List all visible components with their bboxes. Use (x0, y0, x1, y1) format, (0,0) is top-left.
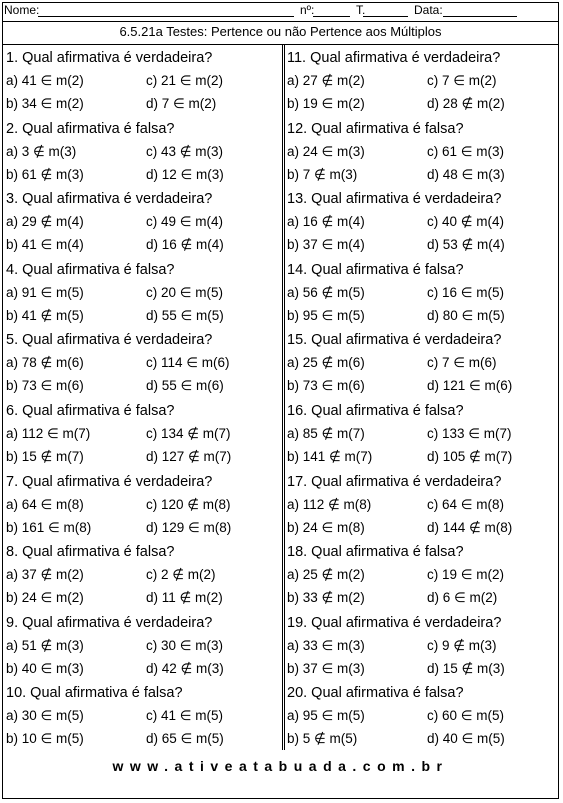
option-a[interactable]: a) 37 ∉ m(2) (6, 567, 84, 583)
question-block (287, 118, 563, 189)
question-block (287, 400, 563, 471)
option-b[interactable]: b) 10 ∈ m(5) (6, 731, 84, 747)
question-text: 18. Qual afirmativa é falsa? (287, 544, 464, 561)
option-c[interactable]: c) 2 ∉ m(2) (146, 567, 216, 583)
title-rule (2, 44, 559, 45)
option-b[interactable]: b) 95 ∈ m(5) (287, 307, 365, 323)
option-b[interactable]: b) 24 ∈ m(8) (287, 519, 365, 535)
class-line[interactable] (363, 16, 408, 17)
question-text: 11. Qual afirmativa é verdadeira? (287, 50, 501, 66)
option-d[interactable]: d) 127 ∉ m(7) (146, 448, 232, 464)
option-d[interactable]: d) 42 ∉ m(3) (146, 660, 224, 676)
options-row (287, 657, 563, 680)
options-row (287, 422, 563, 445)
option-c[interactable]: c) 40 ∉ m(4) (427, 214, 505, 230)
option-a[interactable]: a) 78 ∉ m(6) (6, 355, 84, 371)
number-line[interactable] (313, 16, 350, 17)
question-block (6, 188, 282, 259)
option-a[interactable]: a) 56 ∉ m(5) (287, 284, 365, 300)
option-a[interactable]: a) 51 ∉ m(3) (6, 637, 84, 653)
question-block (6, 471, 282, 542)
option-a[interactable]: a) 3 ∉ m(3) (6, 143, 77, 159)
option-a[interactable]: a) 85 ∉ m(7) (287, 425, 365, 441)
option-c[interactable]: c) 19 ∈ m(2) (427, 567, 505, 583)
question-text: 7. Qual afirmativa é verdadeira? (6, 473, 213, 490)
options-row (6, 516, 282, 539)
options-row (287, 92, 563, 115)
number-label: nº: (300, 3, 315, 17)
option-d[interactable]: d) 65 ∈ m(5) (146, 731, 224, 747)
options-row (6, 657, 282, 680)
options-row (6, 563, 282, 586)
option-a[interactable]: a) 91 ∈ m(5) (6, 284, 84, 300)
option-c[interactable]: c) 43 ∉ m(3) (146, 143, 224, 159)
options-row (287, 445, 563, 468)
question-text: 12. Qual afirmativa é falsa? (287, 120, 464, 137)
option-c[interactable]: c) 64 ∈ m(8) (427, 496, 505, 512)
option-b[interactable]: b) 5 ∉ m(5) (287, 731, 358, 747)
options-row (6, 351, 282, 374)
option-d[interactable]: d) 80 ∈ m(5) (427, 307, 505, 323)
date-line[interactable] (443, 16, 517, 17)
option-c[interactable]: c) 7 ∈ m(2) (427, 73, 497, 88)
options-row (6, 140, 282, 163)
option-c[interactable]: c) 21 ∈ m(2) (146, 73, 224, 88)
option-c[interactable]: c) 9 ∉ m(3) (427, 637, 497, 653)
option-b[interactable]: b) 61 ∉ m(3) (6, 166, 84, 182)
options-row (6, 493, 282, 516)
option-a[interactable]: a) 64 ∈ m(8) (6, 496, 84, 512)
option-b[interactable]: b) 161 ∈ m(8) (6, 519, 92, 535)
option-c[interactable]: c) 133 ∈ m(7) (427, 425, 512, 441)
option-d[interactable]: d) 55 ∈ m(6) (146, 378, 224, 394)
option-b[interactable]: b) 15 ∉ m(7) (6, 448, 84, 464)
question-text: 1. Qual afirmativa é verdadeira? (6, 50, 213, 66)
options-row (6, 634, 282, 657)
options-row (6, 445, 282, 468)
column-divider (282, 44, 283, 750)
question-block (6, 259, 282, 330)
option-b[interactable]: b) 73 ∈ m(6) (6, 378, 84, 394)
option-a[interactable]: a) 41 ∈ m(2) (6, 73, 84, 88)
question-block (287, 682, 563, 753)
options-row (6, 586, 282, 609)
options-row (6, 210, 282, 233)
question-block (287, 329, 563, 400)
options-row (6, 69, 282, 92)
options-row (287, 727, 563, 750)
page-title: 6.5.21a Testes: Pertence ou não Pertence aos Múltiplos (119, 24, 442, 39)
option-d[interactable]: d) 7 ∈ m(2) (146, 96, 217, 111)
option-c[interactable]: c) 20 ∈ m(5) (146, 284, 224, 300)
options-row (287, 563, 563, 586)
question-text: 20. Qual afirmativa é falsa? (287, 685, 464, 702)
option-c[interactable]: c) 7 ∈ m(6) (427, 355, 497, 371)
question-text: 16. Qual afirmativa é falsa? (287, 402, 464, 419)
question-text: 8. Qual afirmativa é falsa? (6, 544, 175, 561)
option-d[interactable]: d) 105 ∉ m(7) (427, 448, 513, 464)
option-d[interactable]: d) 16 ∉ m(4) (146, 237, 224, 253)
option-b[interactable]: b) 37 ∈ m(4) (287, 237, 365, 253)
option-d[interactable]: d) 129 ∈ m(8) (146, 519, 232, 535)
option-d[interactable]: d) 121 ∈ m(6) (427, 378, 513, 394)
option-a[interactable]: a) 24 ∈ m(3) (287, 143, 365, 159)
question-block (6, 682, 282, 753)
options-row (6, 281, 282, 304)
option-c[interactable]: c) 60 ∈ m(5) (427, 708, 505, 724)
option-c[interactable]: c) 30 ∈ m(3) (146, 637, 224, 653)
options-row (287, 233, 563, 256)
question-block (287, 259, 563, 330)
question-text: 6. Qual afirmativa é falsa? (6, 402, 175, 419)
question-block (6, 118, 282, 189)
question-text: 17. Qual afirmativa é verdadeira? (287, 473, 502, 490)
options-row (6, 374, 282, 397)
option-c[interactable]: c) 120 ∉ m(8) (146, 496, 231, 512)
question-text: 19. Qual afirmativa é verdadeira? (287, 614, 502, 631)
option-d[interactable]: d) 6 ∈ m(2) (427, 590, 498, 606)
question-block (287, 541, 563, 612)
options-row (287, 634, 563, 657)
header-rule (2, 21, 559, 22)
question-block (6, 400, 282, 471)
options-row (287, 493, 563, 516)
option-a[interactable]: a) 25 ∉ m(6) (287, 355, 365, 371)
options-row (287, 586, 563, 609)
option-d[interactable]: d) 15 ∉ m(3) (427, 660, 505, 676)
class-label: T. (356, 3, 366, 17)
question-block (6, 612, 282, 683)
options-row (287, 304, 563, 327)
option-b[interactable]: b) 141 ∉ m(7) (287, 448, 373, 464)
question-block (6, 47, 282, 118)
question-block (287, 47, 563, 118)
option-d[interactable]: d) 55 ∈ m(5) (146, 307, 224, 323)
option-d[interactable]: d) 48 ∈ m(3) (427, 166, 505, 182)
option-a[interactable]: a) 25 ∉ m(2) (287, 567, 365, 583)
options-row (287, 374, 563, 397)
option-b[interactable]: b) 24 ∈ m(2) (6, 590, 84, 606)
option-a[interactable]: a) 112 ∉ m(8) (287, 496, 372, 512)
options-row (287, 163, 563, 186)
option-d[interactable]: d) 28 ∉ m(2) (427, 96, 505, 111)
option-b[interactable]: b) 40 ∈ m(3) (6, 660, 84, 676)
site-footer: www.ativeatabuada.com.br (112, 758, 449, 774)
option-b[interactable]: b) 33 ∉ m(2) (287, 590, 365, 606)
options-row (6, 304, 282, 327)
options-row (6, 92, 282, 115)
name-label: Nome: (4, 3, 40, 17)
options-row (287, 281, 563, 304)
left-column (6, 47, 282, 753)
option-b[interactable]: b) 41 ∈ m(4) (6, 237, 84, 253)
option-c[interactable]: c) 61 ∈ m(3) (427, 143, 505, 159)
option-a[interactable]: a) 33 ∈ m(3) (287, 637, 365, 653)
question-block (287, 188, 563, 259)
question-text: 9. Qual afirmativa é verdadeira? (6, 614, 213, 631)
options-row (6, 704, 282, 727)
options-row (6, 163, 282, 186)
option-d[interactable]: d) 40 ∈ m(5) (427, 731, 505, 747)
option-c[interactable]: c) 16 ∈ m(5) (427, 284, 505, 300)
question-text: 2. Qual afirmativa é falsa? (6, 120, 175, 137)
options-row (287, 704, 563, 727)
option-b[interactable]: b) 73 ∈ m(6) (287, 378, 365, 394)
option-a[interactable]: a) 112 ∈ m(7) (6, 425, 91, 441)
right-column (287, 47, 563, 753)
option-b[interactable]: b) 7 ∉ m(3) (287, 166, 358, 182)
option-c[interactable]: c) 134 ∉ m(7) (146, 425, 231, 441)
option-b[interactable]: b) 37 ∈ m(3) (287, 660, 365, 676)
option-d[interactable]: d) 11 ∉ m(2) (146, 590, 223, 606)
option-a[interactable]: a) 16 ∉ m(4) (287, 214, 365, 230)
option-a[interactable]: a) 95 ∈ m(5) (287, 708, 365, 724)
name-line[interactable] (38, 16, 294, 17)
option-c[interactable]: c) 41 ∈ m(5) (146, 708, 224, 724)
option-d[interactable]: d) 144 ∉ m(8) (427, 519, 513, 535)
option-b[interactable]: b) 41 ∉ m(5) (6, 307, 84, 323)
option-a[interactable]: a) 29 ∉ m(4) (6, 214, 84, 230)
option-c[interactable]: c) 49 ∈ m(4) (146, 214, 224, 230)
question-text: 3. Qual afirmativa é verdadeira? (6, 191, 213, 208)
options-row (287, 210, 563, 233)
question-text: 10. Qual afirmativa é falsa? (6, 685, 183, 702)
options-row (6, 233, 282, 256)
question-text: 15. Qual afirmativa é verdadeira? (287, 332, 502, 349)
option-b[interactable]: b) 19 ∈ m(2) (287, 96, 365, 111)
options-row (6, 727, 282, 750)
options-row (287, 351, 563, 374)
options-row (287, 140, 563, 163)
question-block (6, 541, 282, 612)
question-block (287, 471, 563, 542)
question-block (287, 612, 563, 683)
option-a[interactable]: a) 27 ∉ m(2) (287, 73, 365, 88)
date-label: Data: (414, 3, 443, 17)
question-text: 5. Qual afirmativa é verdadeira? (6, 332, 213, 349)
question-text: 13. Qual afirmativa é verdadeira? (287, 191, 502, 208)
option-b[interactable]: b) 34 ∈ m(2) (6, 96, 84, 111)
options-row (6, 422, 282, 445)
option-d[interactable]: d) 12 ∈ m(3) (146, 166, 224, 182)
option-a[interactable]: a) 30 ∈ m(5) (6, 708, 84, 724)
option-c[interactable]: c) 114 ∈ m(6) (146, 355, 230, 371)
options-row (287, 69, 563, 92)
question-block (6, 329, 282, 400)
option-d[interactable]: d) 53 ∉ m(4) (427, 237, 505, 253)
question-text: 4. Qual afirmativa é falsa? (6, 261, 175, 278)
question-text: 14. Qual afirmativa é falsa? (287, 261, 464, 278)
column-divider-inner (284, 44, 285, 750)
options-row (287, 516, 563, 539)
